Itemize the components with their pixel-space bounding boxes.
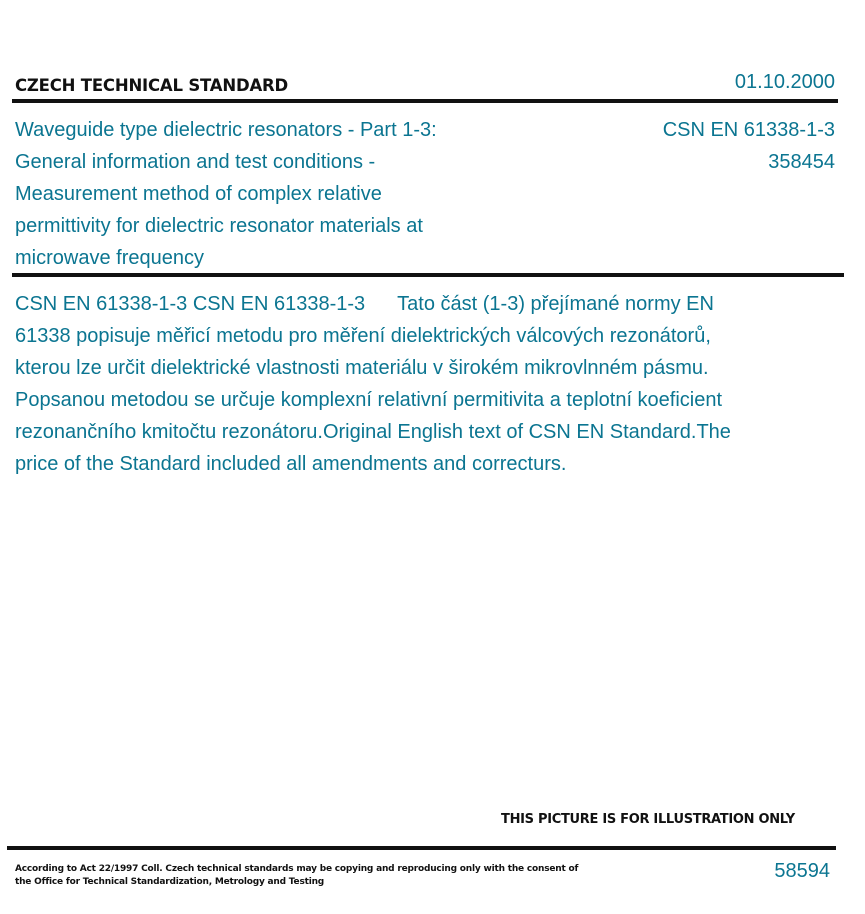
description-text: Tato část (1-3) přejímané normy EN 61338 popisuje měřicí metodu pro měření dielektrických válcových rezonátorů, kterou lze určit dielektrické vlastnosti materiálu v širokém mikrovlnném pásmu. Popsanou metodou se určuje komplexní relativní permitivita a teplotní koeficient rezonančního kmitočtu rezonátoru.Original English text of CSN EN Standard.The price of the Standard included all amendments and correcturs. <box>15 293 731 475</box>
description-codes: CSN EN 61338-1-3 CSN EN 61338-1-3 <box>15 293 366 315</box>
footer-divider <box>7 846 836 850</box>
standard-title: Waveguide type dielectric resonators - Part 1-3: General information and test conditions - Measurement method of complex relative permittivity for dielectric resonator materials at microwave frequency <box>15 119 437 269</box>
header-divider <box>12 99 838 103</box>
standard-code: CSN EN 61338-1-3 <box>662 119 835 141</box>
standard-code-block <box>663 114 835 178</box>
catalog-number: 358454 <box>768 151 835 173</box>
illustration-note: THIS PICTURE IS FOR ILLUSTRATION ONLY <box>501 812 795 827</box>
document-type-label: CZECH TECHNICAL STANDARD <box>15 76 289 95</box>
footer-number: 58594 <box>774 860 830 882</box>
publication-date: 01.10.2000 <box>734 71 835 93</box>
standard-description <box>15 288 735 480</box>
title-divider <box>12 273 844 277</box>
legal-notice: According to Act 22/1997 Coll. Czech technical standards may be copying and reproducing only with the consent of the Office for Technical Standardization, Metrology and Testing <box>15 864 579 887</box>
